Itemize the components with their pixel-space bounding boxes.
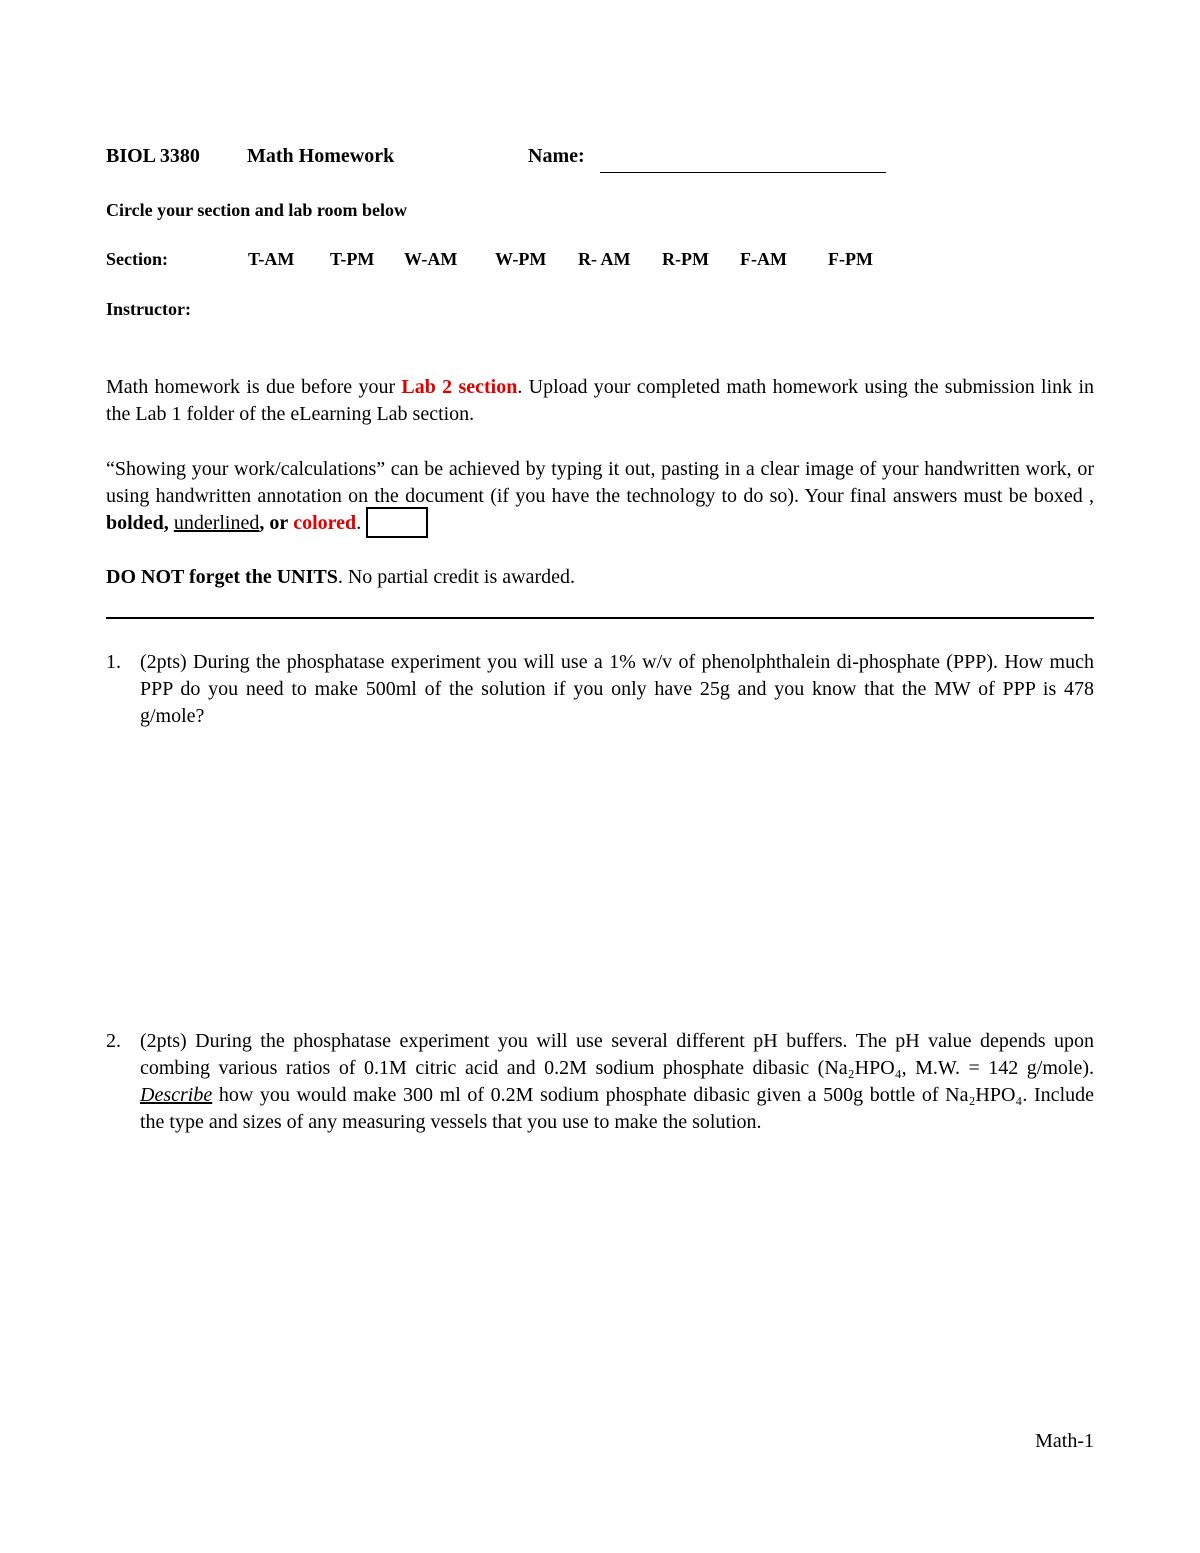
section-divider bbox=[106, 617, 1094, 619]
question-number: 2. bbox=[106, 1030, 121, 1052]
question-1-text: (2pts) During the phosphatase experiment you will use a 1% w/v of phenolphthalein di-phosphate (PPP). How much PPP do you need to make 500ml of the solution if you only have 25g and you know that the MW of PPP is 478 g/mole? bbox=[140, 651, 1094, 727]
course-code: BIOL 3380 bbox=[106, 145, 200, 167]
work-text: “Showing your work/calculations” can be achieved by typing it out, pasting in a clear image of your handwritten work, or using handwritten annotation on the document (if you have the technology to do so). Your final answers must be boxed , bbox=[106, 458, 1094, 507]
section-option[interactable]: F-AM bbox=[740, 249, 787, 269]
due-text: Math homework is due before your bbox=[106, 376, 402, 398]
circle-prompt: Circle your section and lab room below bbox=[106, 200, 407, 220]
upload-text: . Upload your completed math homework using the submission link in the Lab 1 folder of the eLearning Lab section. bbox=[106, 376, 1095, 425]
partial-credit-text: . No partial credit is awarded. bbox=[337, 566, 575, 588]
underlined-example: underlined bbox=[173, 512, 260, 534]
section-option[interactable]: R- AM bbox=[578, 249, 631, 269]
period: . bbox=[356, 512, 362, 534]
section-option[interactable]: R-PM bbox=[662, 249, 709, 269]
name-field-line[interactable] bbox=[600, 172, 886, 173]
or-text: , or bbox=[259, 512, 289, 534]
question-number: 1. bbox=[106, 651, 121, 673]
section-option[interactable]: F-PM bbox=[828, 249, 873, 269]
section-label: Section: bbox=[106, 249, 168, 269]
instructor-label: Instructor: bbox=[106, 299, 191, 319]
lab-section-highlight: Lab 2 section bbox=[401, 376, 518, 398]
describe-emphasis: Describe bbox=[140, 1084, 213, 1106]
bolded-example: bolded, bbox=[106, 512, 169, 534]
colored-example: colored bbox=[293, 512, 357, 534]
boxed-example-frame bbox=[366, 507, 428, 538]
name-label: Name: bbox=[528, 145, 585, 167]
question-2-text bbox=[140, 1028, 1094, 1136]
units-paragraph bbox=[106, 564, 1094, 591]
question-2-part-a: (2pts) During the phosphatase experiment you will use several different pH buffers. The pH value depends upon combing various ratios of 0.1M citric acid and 0.2M sodium phosphate dibasic (Na₂HPO₄, M.W. = 142 g/mole). bbox=[140, 1030, 1094, 1079]
section-option[interactable]: W-AM bbox=[404, 249, 458, 269]
due-paragraph bbox=[106, 374, 1094, 428]
work-instructions-paragraph bbox=[106, 456, 1094, 537]
section-option[interactable]: W-PM bbox=[495, 249, 547, 269]
units-warning: DO NOT forget the UNITS bbox=[106, 566, 338, 588]
question-2-part-b: how you would make 300 ml of 0.2M sodium phosphate dibasic given a 500g bottle of Na₂HPO₄. Include the type and sizes of any measuring vessels that you use to make the solution. bbox=[140, 1084, 1094, 1133]
page-footer: Math-1 bbox=[1035, 1430, 1094, 1452]
section-option[interactable]: T-PM bbox=[330, 249, 375, 269]
section-option[interactable]: T-AM bbox=[248, 249, 295, 269]
document-title: Math Homework bbox=[247, 145, 395, 167]
